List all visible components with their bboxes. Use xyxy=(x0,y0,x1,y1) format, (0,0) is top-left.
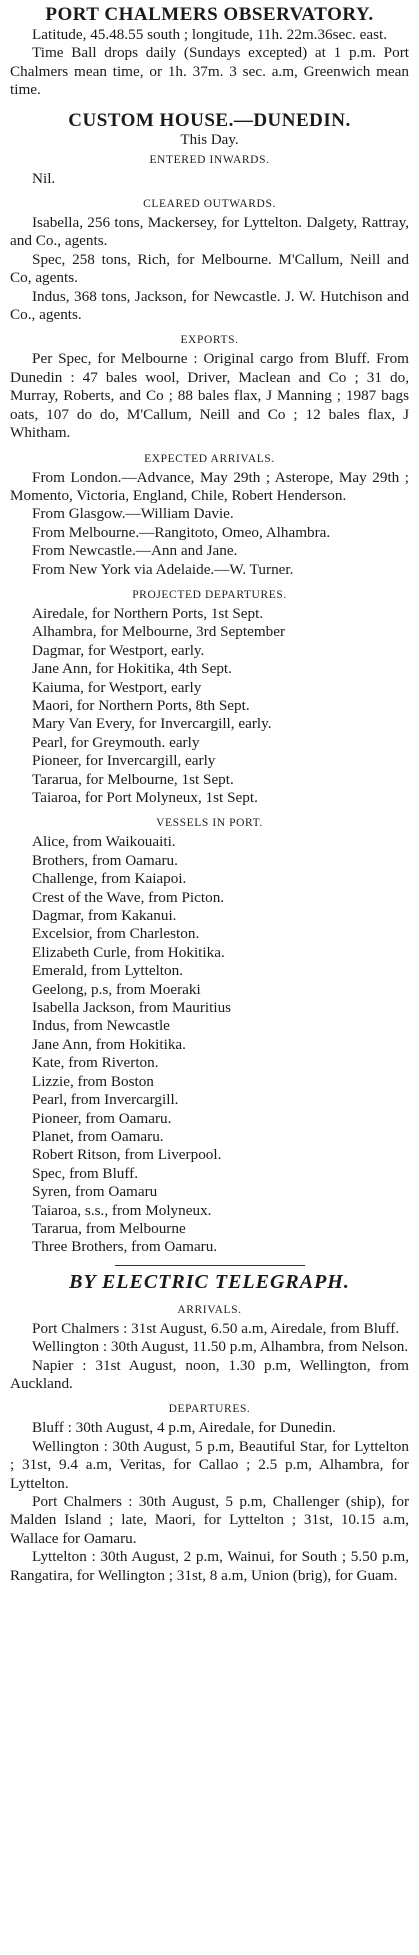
custom-house-section xyxy=(10,110,409,1257)
list-item: Crest of the Wave, from Picton. xyxy=(32,888,225,906)
list-item: Pioneer, for Invercargill, early xyxy=(32,752,216,770)
list-item: Dagmar, for Westport, early. xyxy=(32,641,205,659)
list-item: Spec, from Bluff. xyxy=(32,1164,139,1182)
list-item: Jane Ann, from Hokitika. xyxy=(32,1035,186,1053)
list-item: Three Brothers, from Oamaru. xyxy=(32,1238,218,1256)
list-item: Emerald, from Lyttelton. xyxy=(32,962,183,980)
cleared-outwards-entry: Spec, 258 tons, Rich, for Melbourne. M'Callum, Neill and Co, agents. xyxy=(10,250,409,287)
vessels-in-port-heading: VESSELS IN PORT. xyxy=(156,817,263,830)
arrivals-entry: Napier : 31st August, noon, 1.30 p.m, Wellington, from Auckland. xyxy=(10,1356,409,1392)
list-item: Brothers, from Oamaru. xyxy=(32,851,178,869)
expected-arrivals-entry: From London.—Advance, May 29th ; Asterope, May 29th ; Momento, Victoria, England, Chile, Robert Henderson. xyxy=(10,468,409,504)
expected-arrivals-entry: From Glasgow.—William Davie. xyxy=(32,505,234,523)
list-item: Maori, for Northern Ports, 8th Sept. xyxy=(32,696,250,714)
cleared-outwards-entry: Indus, 368 tons, Jackson, for Newcastle. J. W. Hutchison and Co., agents. xyxy=(10,287,409,324)
observatory-title: PORT CHALMERS OBSERVATORY. xyxy=(45,4,374,25)
projected-departures-heading: PROJECTED DEPARTURES. xyxy=(132,588,287,601)
telegraph-section xyxy=(10,1270,409,1585)
list-item: Tararua, from Melbourne xyxy=(32,1219,186,1237)
entered-inwards-text: Nil. xyxy=(32,169,56,187)
departures-entry: Wellington : 30th August, 5 p.m, Beautiful Star, for Lyttelton ; 31st, 9.4 a.m, Veritas, for Callao ; 2.5 p.m, Alhambra, for Lyttelton. xyxy=(10,1437,409,1492)
list-item: Dagmar, from Kakanui. xyxy=(32,907,177,925)
expected-arrivals-entry: From New York via Adelaide.—W. Turner. xyxy=(32,560,294,578)
arrivals-heading: ARRIVALS. xyxy=(177,1303,242,1316)
departures-entry: Port Chalmers : 30th August, 5 p.m, Challenger (ship), for Malden Island ; late, Maori, for Lyttelton ; 31st, 10.15 a.m, Wallace for Oamaru. xyxy=(10,1493,409,1547)
list-item: Mary Van Every, for Invercargill, early. xyxy=(32,715,272,733)
entered-inwards-heading: ENTERED INWARDS. xyxy=(149,153,270,166)
expected-arrivals-heading: EXPECTED ARRIVALS. xyxy=(144,452,275,465)
list-item: Kaiuma, for Westport, early xyxy=(32,678,202,696)
custom-house-title: CUSTOM HOUSE.—DUNEDIN. xyxy=(68,109,351,131)
arrivals-entry: Wellington : 30th August, 11.50 p.m, Alhambra, from Nelson. xyxy=(32,1338,409,1356)
list-item: Pioneer, from Oamaru. xyxy=(32,1109,172,1127)
observatory-section xyxy=(10,4,409,100)
cleared-outwards-heading: CLEARED OUTWARDS. xyxy=(143,198,276,211)
exports-heading: EXPORTS. xyxy=(180,334,239,347)
list-item: Excelsior, from Charleston. xyxy=(32,925,200,943)
expected-arrivals-entry: From Melbourne.—Rangitoto, Omeo, Alhambra. xyxy=(32,523,331,541)
telegraph-title: BY ELECTRIC TELEGRAPH. xyxy=(69,1270,350,1293)
observatory-time-ball: Time Ball drops daily (Sundays excepted) at 1 p.m. Port Chalmers mean time, or 1h. 37m. 3 sec. a.m, Greenwich mean time. xyxy=(10,44,409,99)
list-item: Airedale, for Northern Ports, 1st Sept. xyxy=(32,604,264,622)
list-item: Robert Ritson, from Liverpool. xyxy=(32,1146,222,1164)
list-item: Tararua, for Melbourne, 1st Sept. xyxy=(32,770,234,788)
cleared-outwards-entry: Isabella, 256 tons, Mackersey, for Lyttelton. Dalgety, Rattray, and Co., agents. xyxy=(10,214,409,250)
list-item: Planet, from Oamaru. xyxy=(32,1127,164,1145)
list-item: Indus, from Newcastle xyxy=(32,1017,170,1035)
list-item: Pearl, from Invercargill. xyxy=(32,1091,179,1109)
exports-entry: Per Spec, for Melbourne : Original cargo from Bluff. From Dunedin : 47 bales wool, Driver, Maclean and Co ; 31 do, Murray, Roberts, and Co ; 88 bales flax, J Manning ; 1987 bags oats, 107 do do, M'Callum, Neill and Co ; 12 bales flax, J Whitham. xyxy=(10,350,409,442)
departures-entry: Bluff : 30th August, 4 p.m, Airedale, for Dunedin. xyxy=(32,1419,336,1437)
list-item: Taiaroa, s.s., from Molyneux. xyxy=(32,1201,212,1219)
list-item: Pearl, for Greymouth. early xyxy=(32,733,200,751)
departures-heading: DEPARTURES. xyxy=(168,1403,251,1416)
vessels-in-port-list xyxy=(10,833,409,1256)
list-item: Kate, from Riverton. xyxy=(32,1054,159,1072)
projected-departures-list xyxy=(10,605,409,807)
list-item: Elizabeth Curle, from Hokitika. xyxy=(32,943,225,961)
list-item: Syren, from Oamaru xyxy=(32,1183,158,1201)
list-item: Challenge, from Kaiapoi. xyxy=(32,870,187,888)
departures-entry: Lyttelton : 30th August, 2 p.m, Wainui, for South ; 5.50 p.m, Rangatira, for Wellington ; 31st, 8 a.m, Union (brig), for Guam. xyxy=(10,1548,409,1584)
expected-arrivals-entry: From Newcastle.—Ann and Jane. xyxy=(32,542,238,560)
custom-house-day: This Day. xyxy=(180,131,239,148)
section-divider xyxy=(115,1265,305,1266)
list-item: Alhambra, for Melbourne, 3rd September xyxy=(32,623,286,641)
list-item: Isabella Jackson, from Mauritius xyxy=(32,999,232,1017)
arrivals-entry: Port Chalmers : 31st August, 6.50 a.m, Airedale, from Bluff. xyxy=(32,1319,400,1337)
observatory-position: Latitude, 45.48.55 south ; longitude, 11h. 22m.36sec. east. xyxy=(32,26,388,43)
list-item: Alice, from Waikouaiti. xyxy=(32,833,176,851)
list-item: Taiaroa, for Port Molyneux, 1st Sept. xyxy=(32,789,258,806)
list-item: Jane Ann, for Hokitika, 4th Sept. xyxy=(32,660,232,678)
list-item: Lizzie, from Boston xyxy=(32,1072,154,1090)
list-item: Geelong, p.s, from Moeraki xyxy=(32,980,201,998)
